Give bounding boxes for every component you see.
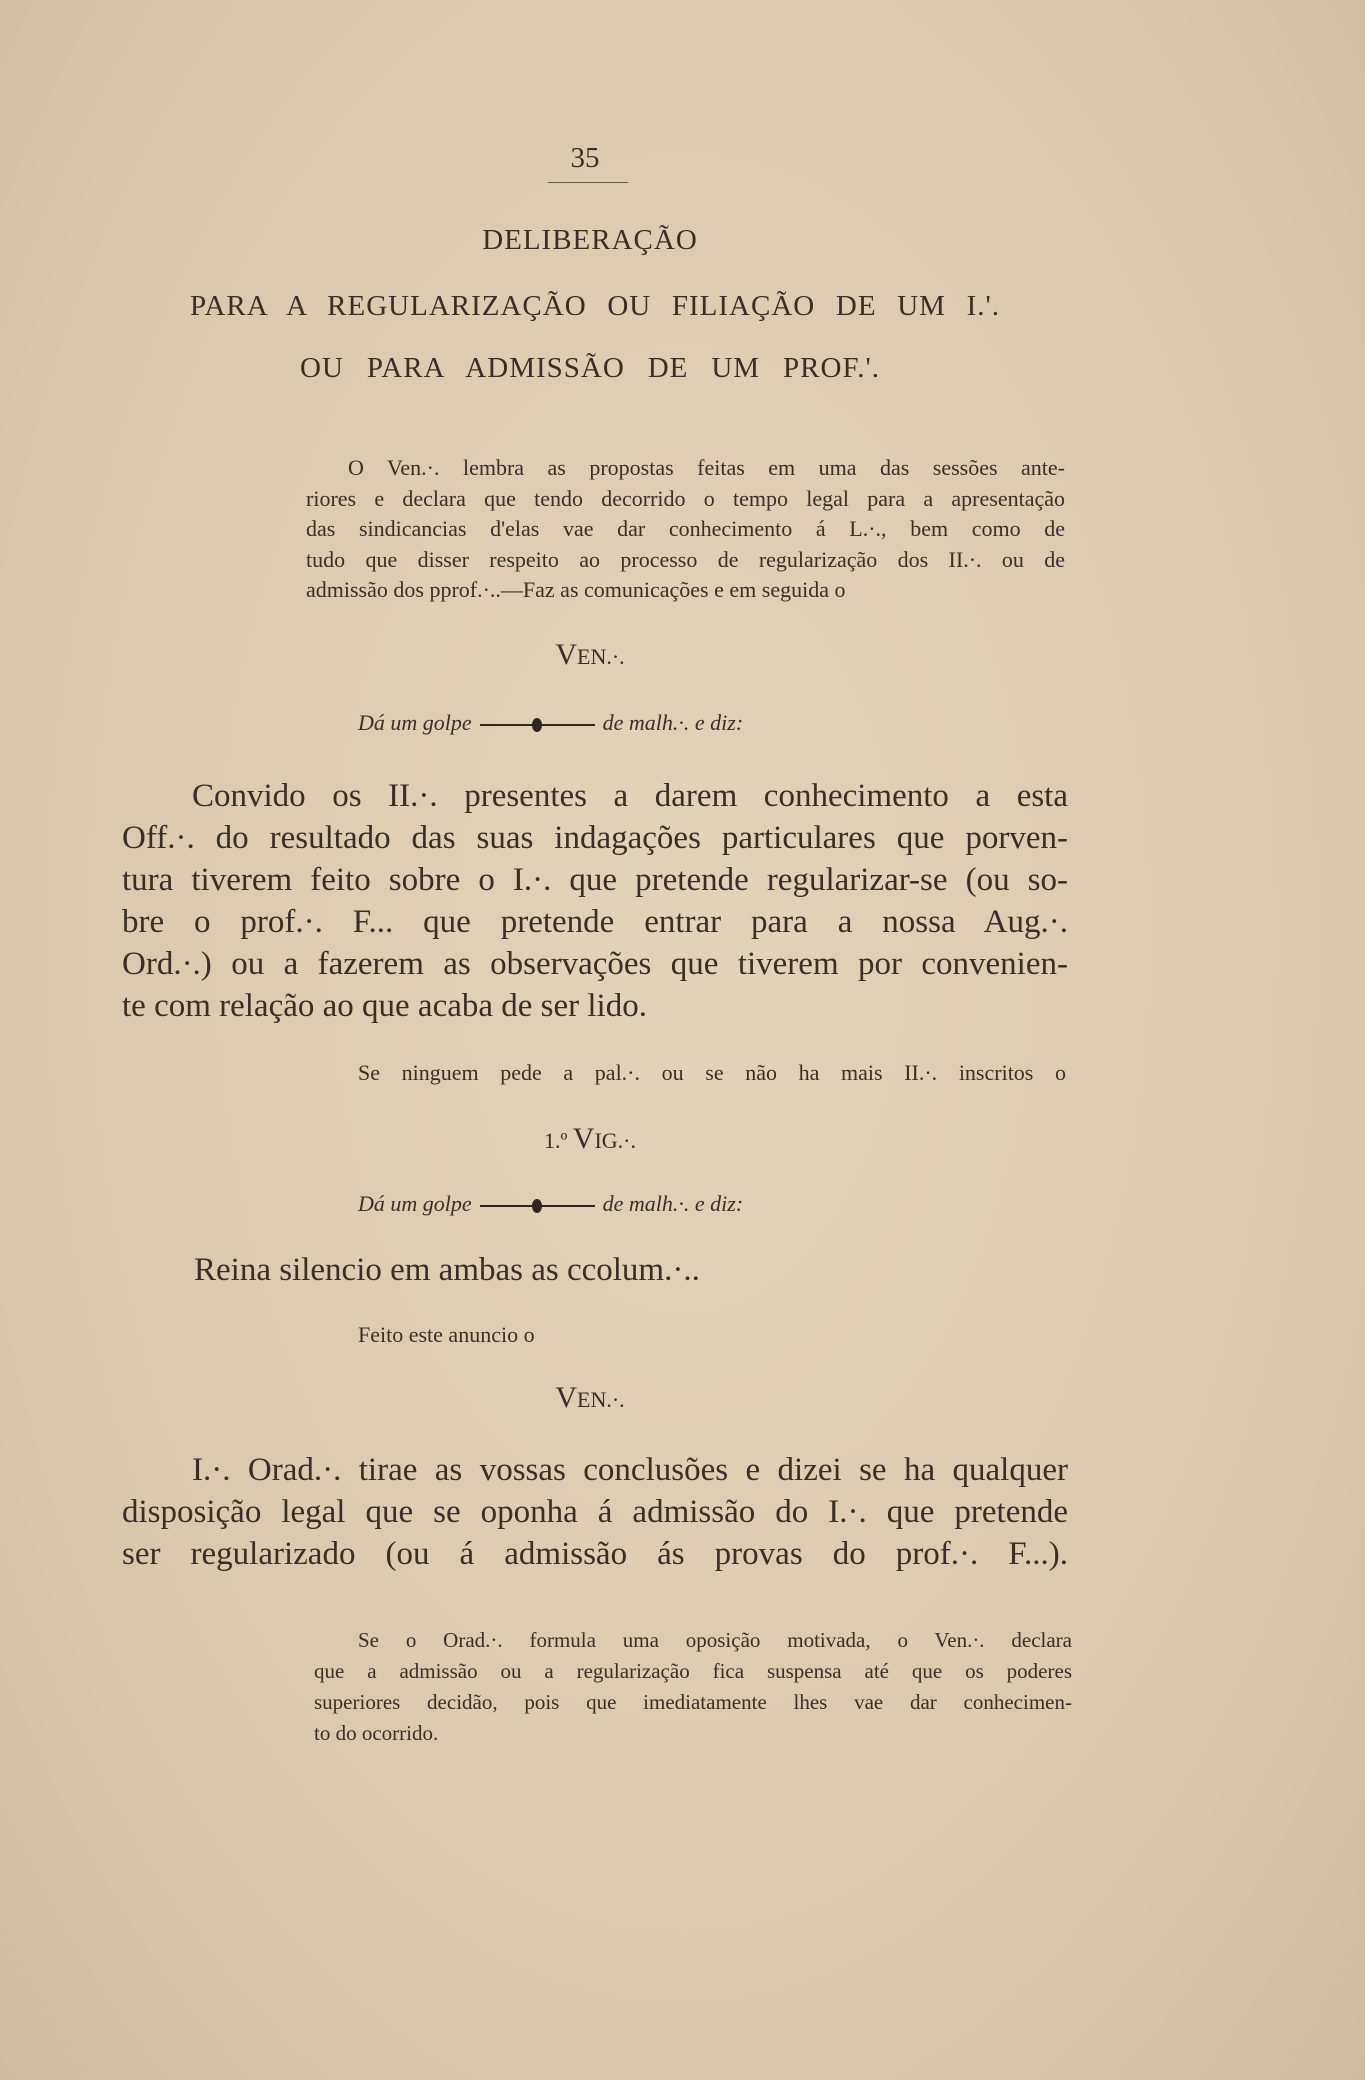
stage-text: de malh.·. e diz: <box>602 1191 744 1216</box>
intro-paragraph <box>306 453 1065 606</box>
stage-text: Dá um golpe <box>358 1191 472 1216</box>
stage-text: Dá um golpe <box>358 710 472 735</box>
closing-paragraph <box>314 1625 1072 1749</box>
note-ninguem: Se ninguem pede a pal.·. ou se não ha mais II.·. inscritos o <box>358 1060 1066 1085</box>
text-line: Convido os II.·. presentes a darem conhecimento a esta <box>192 778 1068 814</box>
title-deliberacao: DELIBERAÇÃO <box>482 224 698 256</box>
page-number: 35 <box>570 142 600 174</box>
speaker-prefix: 1.º <box>543 1128 573 1153</box>
text-line: Off.·. do resultado das suas indagações particulares que porven- <box>122 820 1068 856</box>
speaker-initial: V <box>555 1381 577 1414</box>
text-line: I.·. Orad.·. tirae as vossas conclusões e dizei se ha qualquer <box>192 1452 1068 1488</box>
text-line: ser regularizado (ou á admissão ás provas do prof.·. F...). <box>122 1536 1068 1572</box>
speaker-ven <box>0 1381 1180 1415</box>
text-line: te com relação ao que acaba de ser lido. <box>122 988 647 1024</box>
text-line: que a admissão ou a regularização fica suspensa até que os poderes <box>314 1659 1072 1683</box>
text-line: to do ocorrido. <box>314 1721 439 1745</box>
stage-direction <box>358 710 743 736</box>
speaker-initial: V <box>555 638 577 671</box>
text-line: superiores decidão, pois que imediatamente lhes vae dar conhecimen- <box>314 1690 1072 1714</box>
text-line: Se o Orad.·. formula uma oposição motivada, o Ven.·. declara <box>358 1628 1072 1652</box>
subtitle-admissao: OU PARA ADMISSÃO DE UM PROF.'. <box>300 352 880 384</box>
speech-orad <box>122 1449 1068 1575</box>
speech-convido <box>122 775 1068 1027</box>
text-line: O Ven.·. lembra as propostas feitas em uma das sessões ante- <box>348 455 1065 480</box>
text-line: bre o prof.·. F... que pretende entrar para a nossa Aug.·. <box>122 904 1068 940</box>
text-line: tura tiverem feito sobre o I.·. que pretende regularizar-se (ou so- <box>122 862 1068 898</box>
mallet-blow-icon <box>480 724 595 726</box>
text-line: disposição legal que se oponha á admissão do I.·. que pretende <box>122 1494 1068 1530</box>
page-number-rule <box>548 182 628 183</box>
subtitle-regularizacao: PARA A REGULARIZAÇÃO OU FILIAÇÃO DE UM I.'. <box>190 290 1000 322</box>
speaker-rest: EN.·. <box>577 644 625 669</box>
text-line: Ord.·.) ou a fazerem as observações que tiverem por convenien- <box>122 946 1068 982</box>
speaker-ven <box>0 638 1180 672</box>
mallet-blow-icon <box>480 1205 595 1207</box>
speaker-rest: IG.·. <box>594 1128 637 1153</box>
speaker-vig <box>0 1122 1180 1156</box>
speech-silencio: Reina silencio em ambas as ccolum.·.. <box>194 1252 700 1288</box>
text-line: admissão dos pprof.·..—Faz as comunicações e em seguida o <box>306 577 846 602</box>
stage-direction <box>358 1191 743 1217</box>
stage-text: de malh.·. e diz: <box>602 710 744 735</box>
speaker-initial: V <box>572 1122 595 1155</box>
text-line: riores e declara que tendo decorrido o tempo legal para a apresentação <box>306 485 1065 511</box>
text-line: das sindicancias d'elas vae dar conhecimento á L.·., bem como de <box>306 516 1065 541</box>
note-anuncio: Feito este anuncio o <box>358 1322 535 1347</box>
speaker-rest: EN.·. <box>577 1387 625 1412</box>
text-line: tudo que disser respeito ao processo de regularização dos II.·. ou de <box>306 546 1065 572</box>
